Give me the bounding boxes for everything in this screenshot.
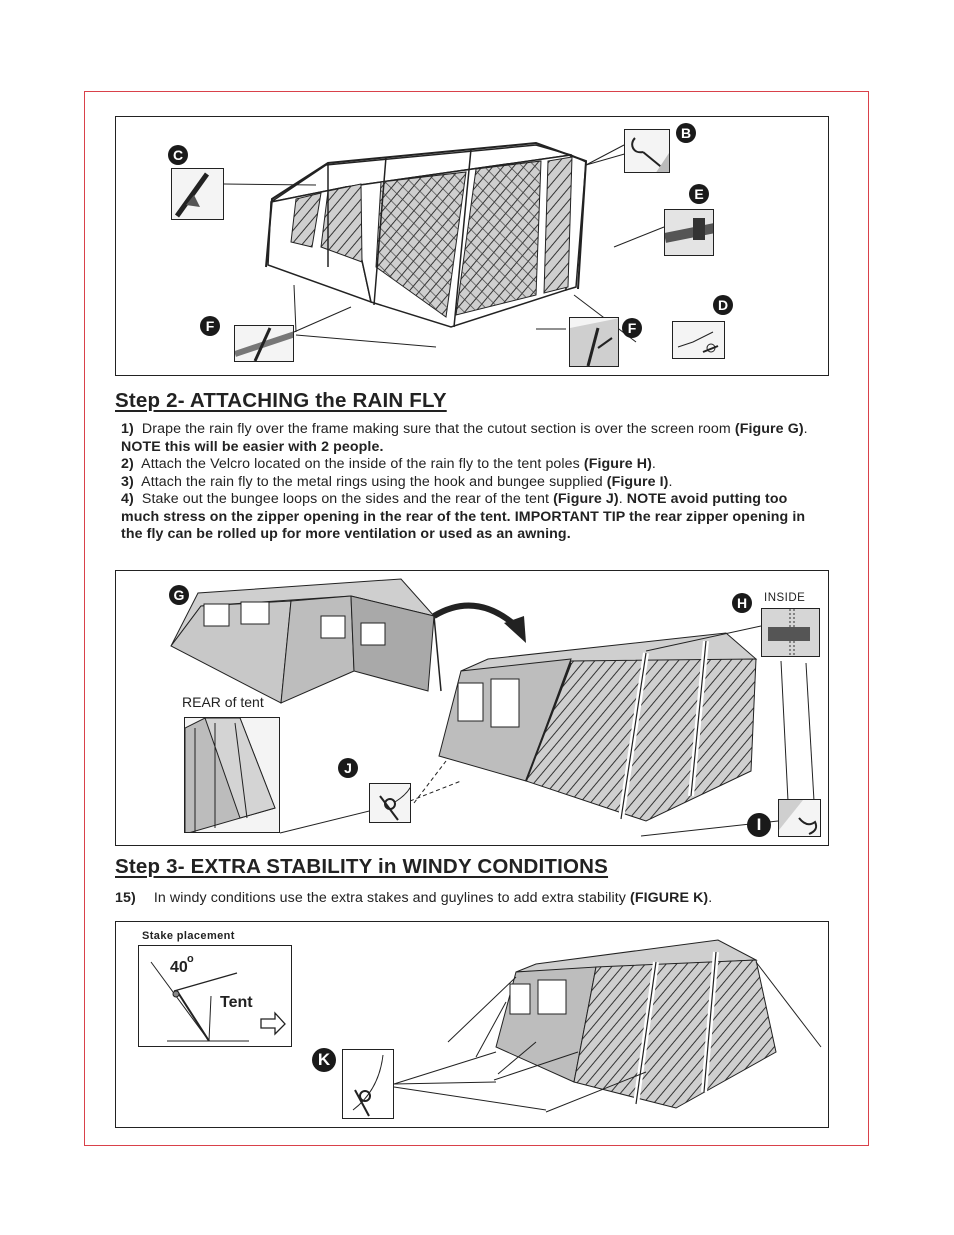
item3-number: 3) — [121, 473, 134, 490]
step2-item-2: 2) Attach the Velcro located on the inside of the rain fly to the tent poles (Figure H). — [121, 456, 656, 472]
item1-text: Drape the rain fly over the frame making sure that the cutout section is over the screen room — [141, 421, 731, 437]
label-c: C — [168, 145, 188, 165]
inside-label: INSIDE — [764, 592, 806, 604]
inset-h-velcro — [761, 608, 820, 657]
tent-direction-label: Tent — [220, 994, 253, 1011]
step2-heading: Step 2- ATTACHING the RAIN FLY — [115, 389, 447, 412]
item15-text: In windy conditions use the extra stakes and guylines to add extra stability — [153, 890, 626, 906]
label-b: B — [676, 123, 696, 143]
step2-item-3: 3) Attach the rain fly to the metal rings using the hook and bungee supplied (Figure I). — [121, 473, 673, 490]
item2-ref: (Figure H) — [583, 456, 652, 472]
item1-ref: (Figure G) — [734, 421, 804, 437]
inset-d-stake-ring — [672, 321, 725, 359]
item3-ref: (Figure I) — [606, 473, 669, 490]
item1-note: NOTE this will be easier with 2 people. — [121, 438, 384, 455]
item4-number: 4) — [121, 491, 134, 507]
label-d: D — [713, 295, 733, 315]
item4-ref: (Figure J) — [553, 491, 619, 507]
label-f-left: F — [200, 316, 220, 336]
item3-text: Attach the rain fly to the metal rings using the hook and bungee supplied — [141, 473, 603, 490]
degree-symbol: o — [187, 953, 194, 965]
inset-e-velcro-strap — [664, 209, 714, 256]
inset-f-pole-base-left — [234, 325, 294, 362]
rear-of-tent-label: REAR of tent — [182, 694, 264, 710]
label-i: I — [747, 813, 771, 837]
inset-i-hook — [778, 799, 821, 837]
inset-f-pole-base-right — [569, 317, 619, 367]
inset-c-pole-connector — [171, 168, 224, 220]
label-f-right: F — [622, 318, 642, 338]
item1-number: 1) — [121, 421, 134, 437]
item15-number: 15) — [115, 890, 136, 906]
item4-note: NOTE avoid putting too much stress on the zipper opening in the rear of the tent. IMPORTANT TIP the rear zipper opening in the fly can be rolled up for more ventilation or used as an awning. — [121, 491, 806, 542]
item2-text: Attach the Velcro located on the inside of the rain fly to the tent poles — [141, 456, 580, 472]
inset-b-hook — [624, 129, 670, 173]
step3-item-15: 15) In windy conditions use the extra stakes and guylines to add extra stability (FIGURE K). — [115, 890, 713, 906]
angle-value: 40 — [170, 959, 188, 976]
stake-placement-title: Stake placement — [142, 930, 235, 942]
item4-text: Stake out the bungee loops on the sides and the rear of the tent — [141, 491, 550, 507]
item15-ref: (FIGURE K) — [630, 890, 709, 906]
inset-j-bungee-stake — [369, 783, 411, 823]
inset-rear-of-tent — [184, 717, 280, 833]
figure-guylines — [115, 921, 829, 1128]
step2-item-1: 1) Drape the rain fly over the frame making sure that the cutout section is over the screen room (Figure G). NOTE this will be easier with 2 people. — [121, 421, 808, 455]
step2-item-4: 4) Stake out the bungee loops on the sides and the rear of the tent (Figure J). NOTE avoid putting too much stress on the zipper opening in the rear of the tent. IMPORTANT TIP the rear zipper opening in the fly can be rolled up for more ventilation or used as an awning. — [121, 491, 806, 542]
figure-frame-assembly — [115, 116, 829, 376]
label-e: E — [689, 184, 709, 204]
inset-k-guyline-stake — [342, 1049, 394, 1119]
label-g: G — [169, 585, 189, 605]
item2-number: 2) — [121, 456, 134, 472]
step3-heading: Step 3- EXTRA STABILITY in WINDY CONDITIONS — [115, 855, 609, 878]
step2-instructions — [121, 421, 811, 544]
stake-placement-diagram — [138, 945, 292, 1047]
figure-rain-fly — [115, 570, 829, 846]
label-k: K — [312, 1048, 336, 1072]
label-j: J — [338, 758, 358, 778]
label-h: H — [732, 593, 752, 613]
